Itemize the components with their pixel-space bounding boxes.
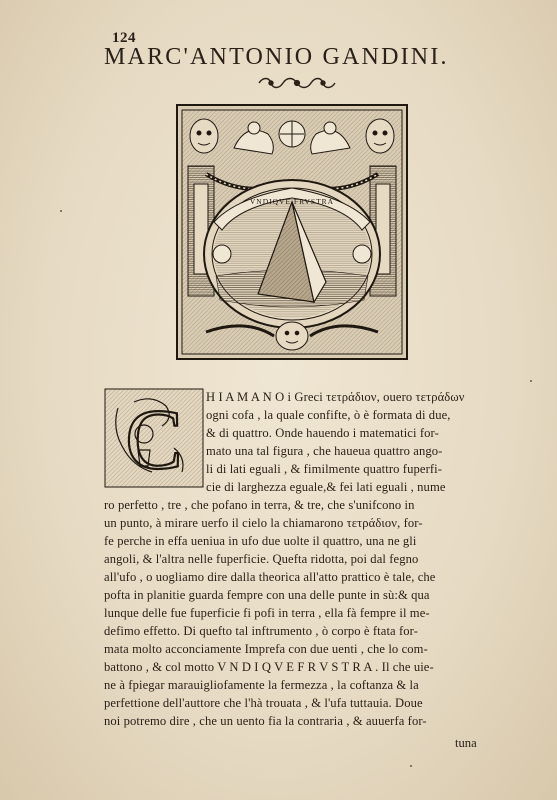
body-line-5: li di lati eguali , & fimilmente quattro fuperfi- <box>206 462 443 476</box>
running-head-title: MARC'ANTONIO GANDINI. <box>104 44 449 70</box>
banner-motto: VNDIQVE FRVSTRA <box>249 197 335 206</box>
body-line-12: pofta in planitie guarda fempre con una delle punte in sù:& qua <box>104 588 430 602</box>
body-line-7: ro perfetto , tre , che pofano in terra, & tre, che s'unifcono in <box>104 498 415 512</box>
body-line-11: all'ufo , o uogliamo dire dalla theorica all'atto prattico è tale, che <box>104 570 436 584</box>
body-line-9: fe perche in effa ueniua in ufo due uolte il quattro, una ne gli <box>104 534 417 548</box>
paper-speck <box>60 210 62 212</box>
body-line-16: battono , & col motto V N D I Q V E F R V S T R A . Il che uie- <box>104 660 434 674</box>
dropcap-initial <box>104 388 204 488</box>
paper-speck <box>410 765 412 767</box>
body-line-15: mata molto acconciamente Imprefa con due uenti , che lo com- <box>104 642 428 656</box>
body-line-10: angoli, & l'altra nelle fuperficie. Quefta ridotta, poi dal fegno <box>104 552 419 566</box>
body-line-14: defimo effetto. Di quefto tal inftrumento , ò corpo è ftata for- <box>104 624 419 638</box>
dropcap-letter: C <box>125 391 183 487</box>
title-ornament-icon <box>255 76 339 90</box>
body-line-6: cie di larghezza eguale,& fei lati eguali , nume <box>206 480 446 494</box>
body-line-2: ogni cofa , la quale confifte, ò è formata di due, <box>206 408 451 422</box>
body-line-8: un punto, à mirare uerfo il cielo la chiamarono τετράδιον, for- <box>104 516 423 530</box>
body-line-17: ne à fpiegar marauigliofamente la fermezza , la coftanza & la <box>104 678 419 692</box>
body-line-18: perfettione dell'auttore che l'hà trouata , & l'ufa tuttauia. Doue <box>104 696 423 710</box>
mask-ornament-left <box>190 119 218 153</box>
body-line-1: H I A M A N O i Greci τετράδιον, ouero τετράδων <box>206 390 465 404</box>
body-line-3: & di quattro. Onde hauendo i matematici for- <box>206 426 439 440</box>
body-line-19: noi potremo dire , che un uento fia la contraria , & auuerfa for- <box>104 714 427 728</box>
catchword: tuna <box>455 736 477 750</box>
page-number: 124 <box>112 30 136 46</box>
emblem-engraving <box>176 104 408 360</box>
paper-speck <box>530 380 532 382</box>
body-line-13: lunque delle fue fuperficie fi pofi in terra , ella fà fempre il me- <box>104 606 430 620</box>
body-line-4: mato una tal figura , che haueua quattro ango- <box>206 444 443 458</box>
